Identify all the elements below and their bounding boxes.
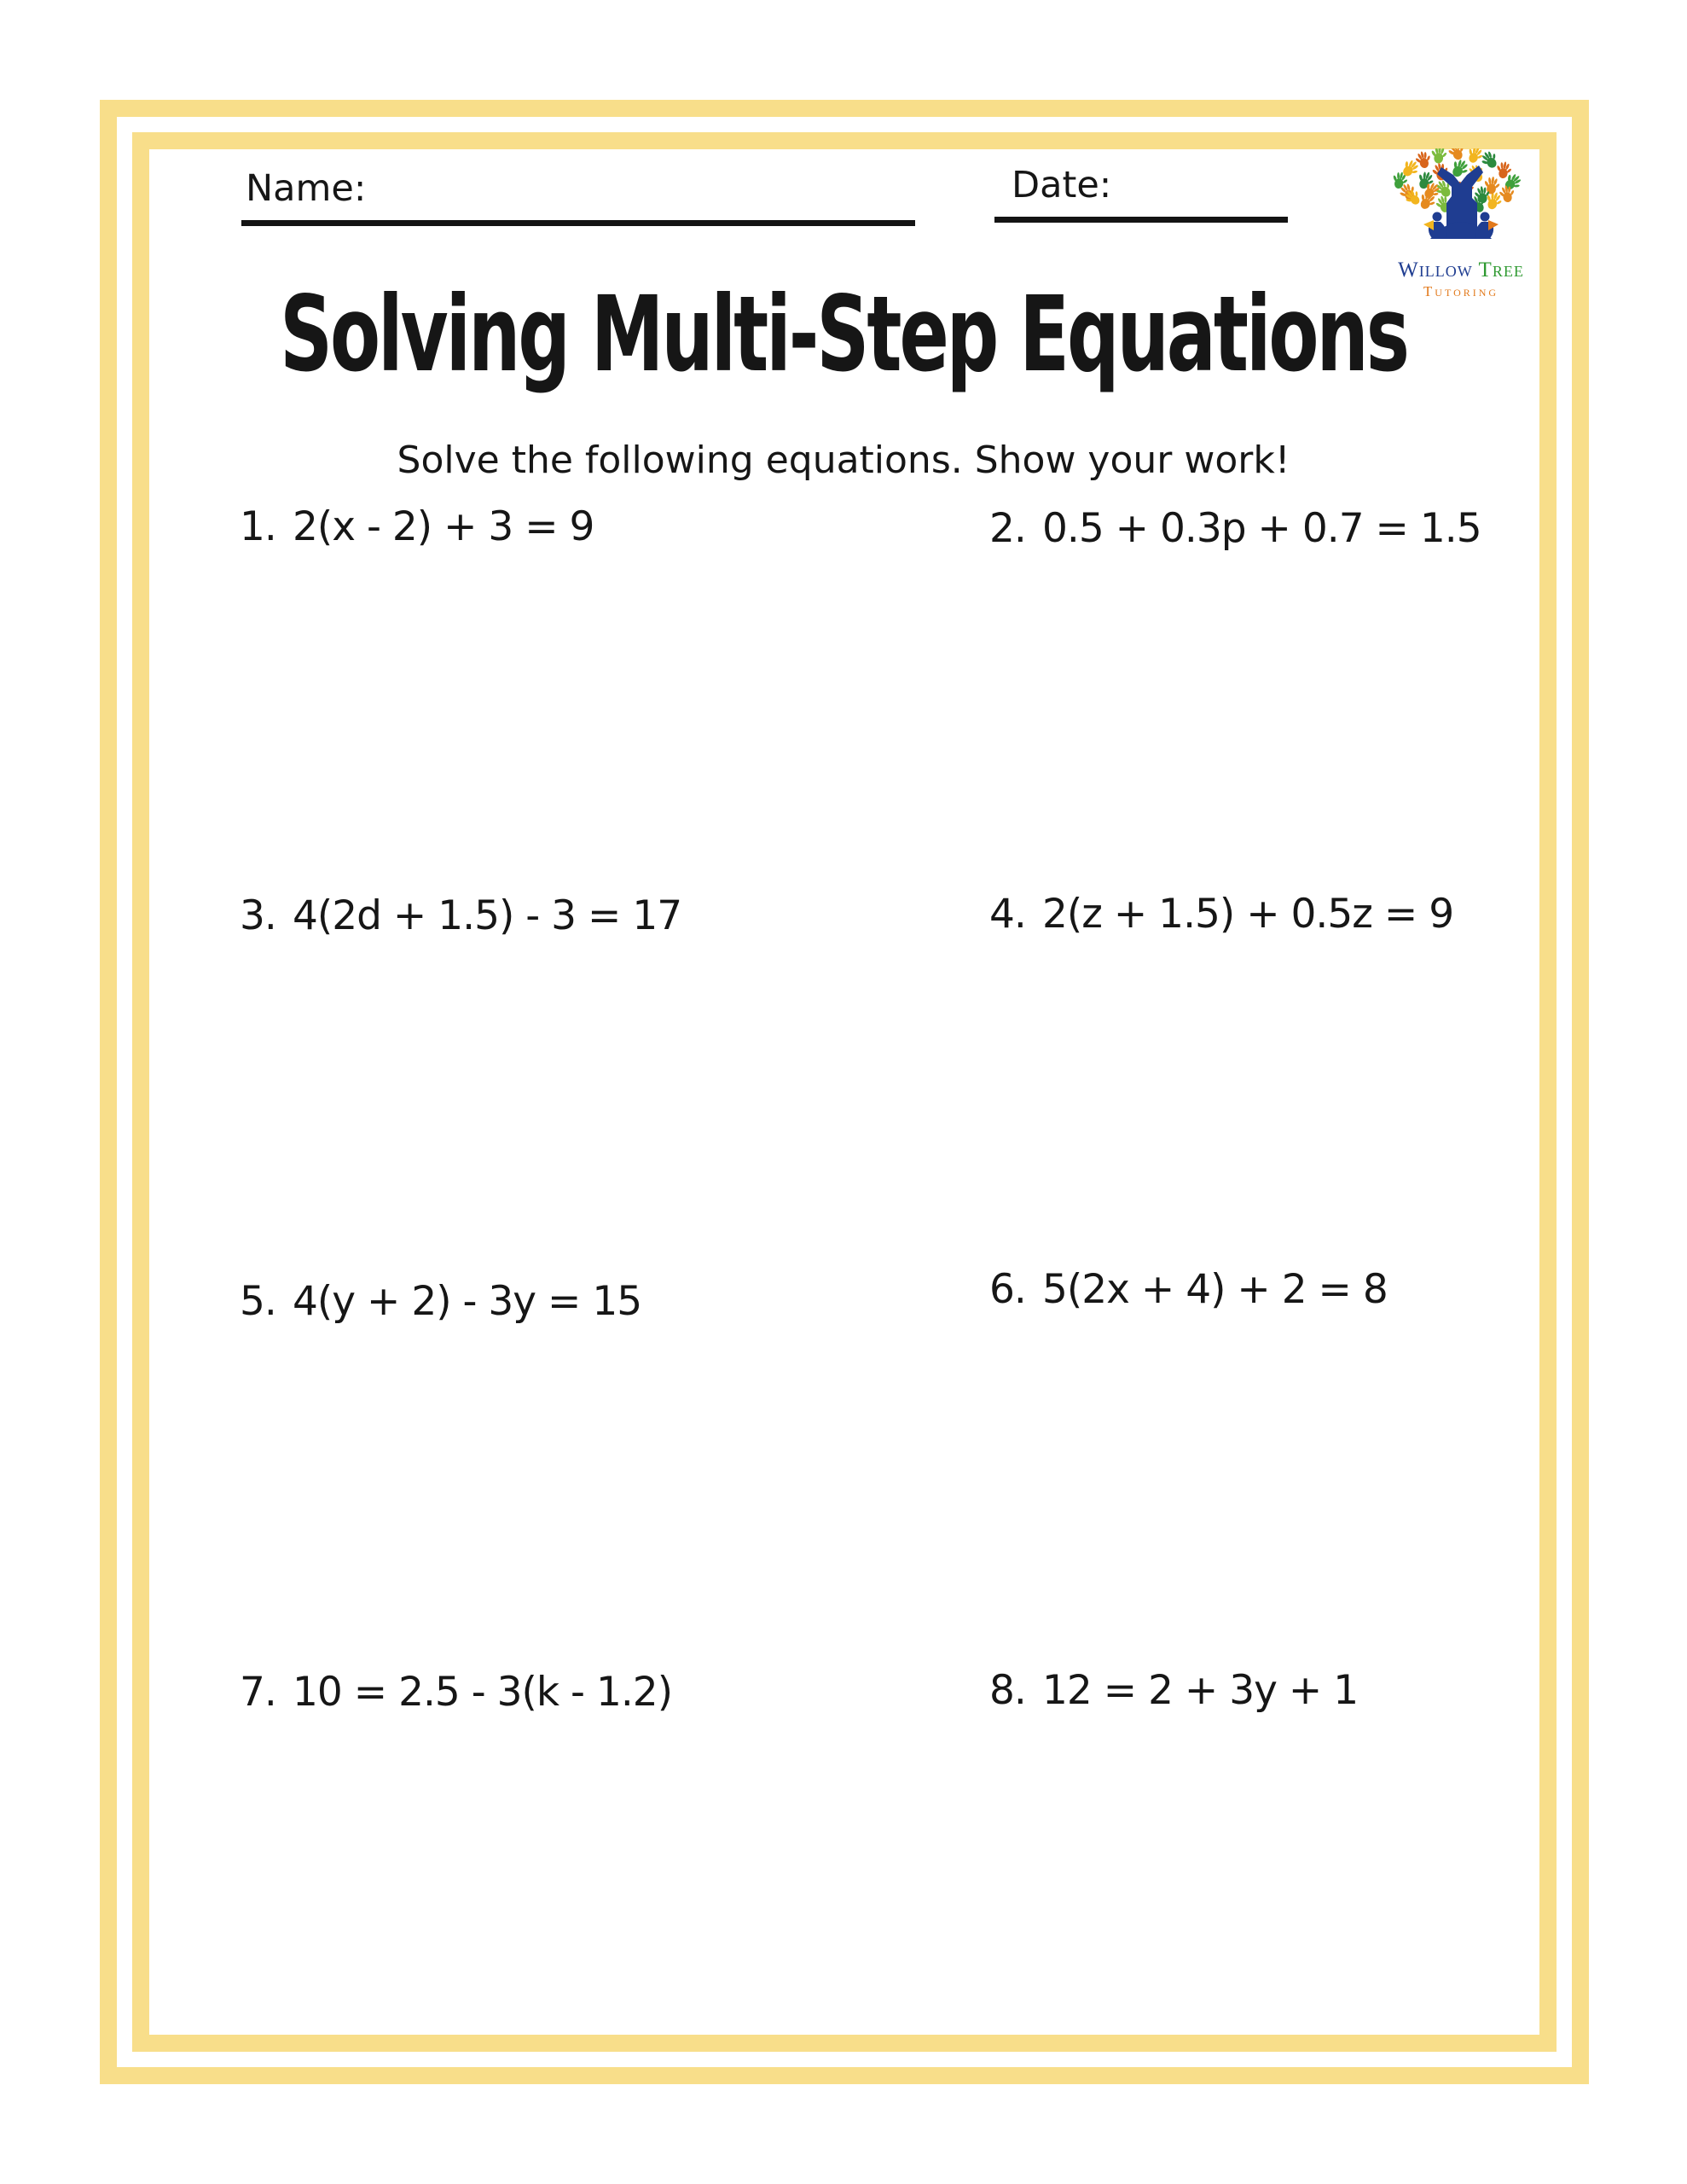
problem-2 (989, 505, 1481, 552)
problem-number: 2. (989, 505, 1026, 552)
problem-number: 6. (989, 1266, 1026, 1313)
logo-tutoring-text: Tutoring (1423, 283, 1499, 299)
inner-yellow-border (132, 132, 1557, 2052)
instructions-text: Solve the following equations. Show your work! (397, 439, 1290, 482)
problem-number: 4. (989, 891, 1026, 938)
worksheet-title: Solving Multi-Step Equations (280, 275, 1407, 396)
problem-number: 1. (240, 503, 276, 550)
problem-1 (240, 503, 594, 550)
problem-8 (989, 1667, 1358, 1714)
problem-expression: 4(y + 2) - 3y = 15 (293, 1278, 642, 1325)
problem-expression: 2(x - 2) + 3 = 9 (293, 503, 594, 550)
outer-yellow-border (100, 100, 1589, 2084)
date-blank-line (994, 217, 1288, 223)
problem-expression: 10 = 2.5 - 3(k - 1.2) (293, 1669, 673, 1716)
problem-5 (240, 1278, 641, 1325)
name-blank-line (241, 220, 915, 226)
name-label: Name: (246, 167, 367, 210)
problem-expression: 12 = 2 + 3y + 1 (1042, 1667, 1359, 1714)
problem-number: 5. (240, 1278, 276, 1325)
date-label: Date: (1012, 164, 1112, 206)
problem-number: 8. (989, 1667, 1026, 1714)
problem-expression: 0.5 + 0.3p + 0.7 = 1.5 (1042, 505, 1481, 552)
problem-expression: 5(2x + 4) + 2 = 8 (1042, 1266, 1388, 1313)
handprint-tree-icon (1384, 148, 1538, 258)
problem-number: 3. (240, 892, 276, 939)
problem-3 (240, 892, 681, 939)
logo-willow-text: Willow (1398, 258, 1479, 282)
problem-expression: 2(z + 1.5) + 0.5z = 9 (1042, 891, 1454, 938)
problem-number: 7. (240, 1669, 276, 1716)
problem-4 (989, 891, 1453, 938)
problem-7 (240, 1669, 672, 1716)
problem-6 (989, 1266, 1388, 1313)
problem-expression: 4(2d + 1.5) - 3 = 17 (293, 892, 682, 939)
logo-tree-text: Tree (1478, 258, 1524, 282)
